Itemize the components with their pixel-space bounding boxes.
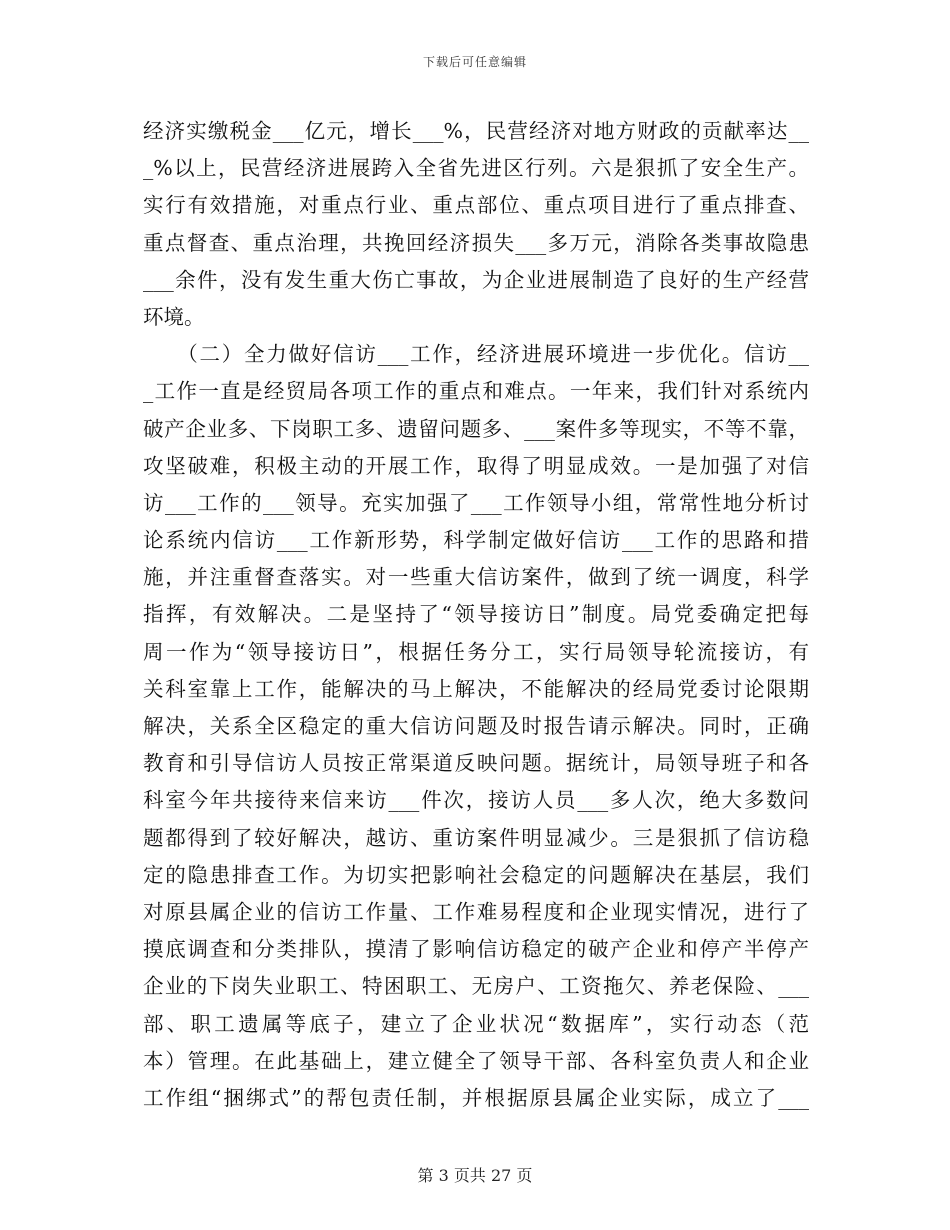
- page-header-note: 下载后可任意编辑: [422, 55, 527, 69]
- body-line: 关科室靠上工作，能解决的马上解决，不能解决的经局党委讨论限期: [143, 676, 809, 701]
- body-line: 定的隐患排查工作。为切实把影响社会稳定的问题解决在基层，我们: [143, 862, 809, 887]
- body-line: _工作一直是经贸局各项工作的重点和难点。一年来，我们针对系统内: [143, 379, 809, 404]
- body-line: 攻坚破难，积极主动的开展工作，取得了明显成效。一是加强了对信: [143, 453, 809, 478]
- body-line: 实行有效措施，对重点行业、重点部位、重点项目进行了重点排查、: [143, 193, 809, 218]
- body-line: 教育和引导信访人员按正常渠道反映问题。据统计，局领导班子和各: [143, 751, 809, 776]
- body-line: 部、职工遗属等底子，建立了企业状况“数据库”，实行动态（范: [143, 1011, 809, 1036]
- body-line: 对原县属企业的信访工作量、工作难易程度和企业现实情况，进行了: [143, 899, 809, 924]
- body-line: 题都得到了较好解决，越访、重访案件明显减少。三是狠抓了信访稳: [143, 825, 809, 850]
- body-line: 环境。: [143, 304, 205, 329]
- body-line: 企业的下岗失业职工、特困职工、无房户、工资拖欠、养老保险、___: [143, 974, 809, 999]
- body-line: 工作组“捆绑式”的帮包责任制，并根据原县属企业实际，成立了___: [143, 1085, 809, 1110]
- body-line: 科室今年共接待来信来访___件次，接访人员___多人次，绝大多数问: [143, 788, 809, 813]
- body-line: 破产企业多、下岗职工多、遗留问题多、___案件多等现实，不等不靠，: [143, 416, 809, 441]
- body-line: 重点督查、重点治理，共挽回经济损失___多万元，消除各类事故隐患: [143, 230, 809, 255]
- page-number-footer: 第 3 页共 27 页: [417, 1166, 533, 1185]
- body-line: 本）管理。在此基础上，建立健全了领导干部、各科室负责人和企业: [143, 1048, 809, 1073]
- body-line: 访___工作的___领导。充实加强了___工作领导小组，常常性地分析讨: [143, 490, 809, 515]
- body-line: ___余件，没有发生重大伤亡事故，为企业进展制造了良好的生产经营: [143, 267, 809, 292]
- body-line: 周一作为“领导接访日”，根据任务分工，实行局领导轮流接访，有: [143, 639, 809, 664]
- body-line: 经济实缴税金___亿元，增长___%，民营经济对地方财政的贡献率达__: [143, 119, 809, 143]
- body-line: _%以上，民营经济进展跨入全省先进区行列。六是狠抓了安全生产。: [143, 156, 809, 181]
- body-line: （二）全力做好信访___工作，经济进展环境进一步优化。信访__: [143, 342, 809, 367]
- body-line: 论系统内信访___工作新形势，科学制定做好信访___工作的思路和措: [143, 528, 809, 553]
- body-line: 指挥，有效解决。二是坚持了“领导接访日”制度。局党委确定把每: [143, 602, 809, 627]
- document-body: [143, 113, 809, 1117]
- body-line: 解决，关系全区稳定的重大信访问题及时报告请示解决。同时，正确: [143, 714, 809, 738]
- body-line: 摸底调查和分类排队，摸清了影响信访稳定的破产企业和停产半停产: [143, 937, 809, 962]
- body-line: 施，并注重督查落实。对一些重大信访案件，做到了统一调度，科学: [143, 565, 809, 590]
